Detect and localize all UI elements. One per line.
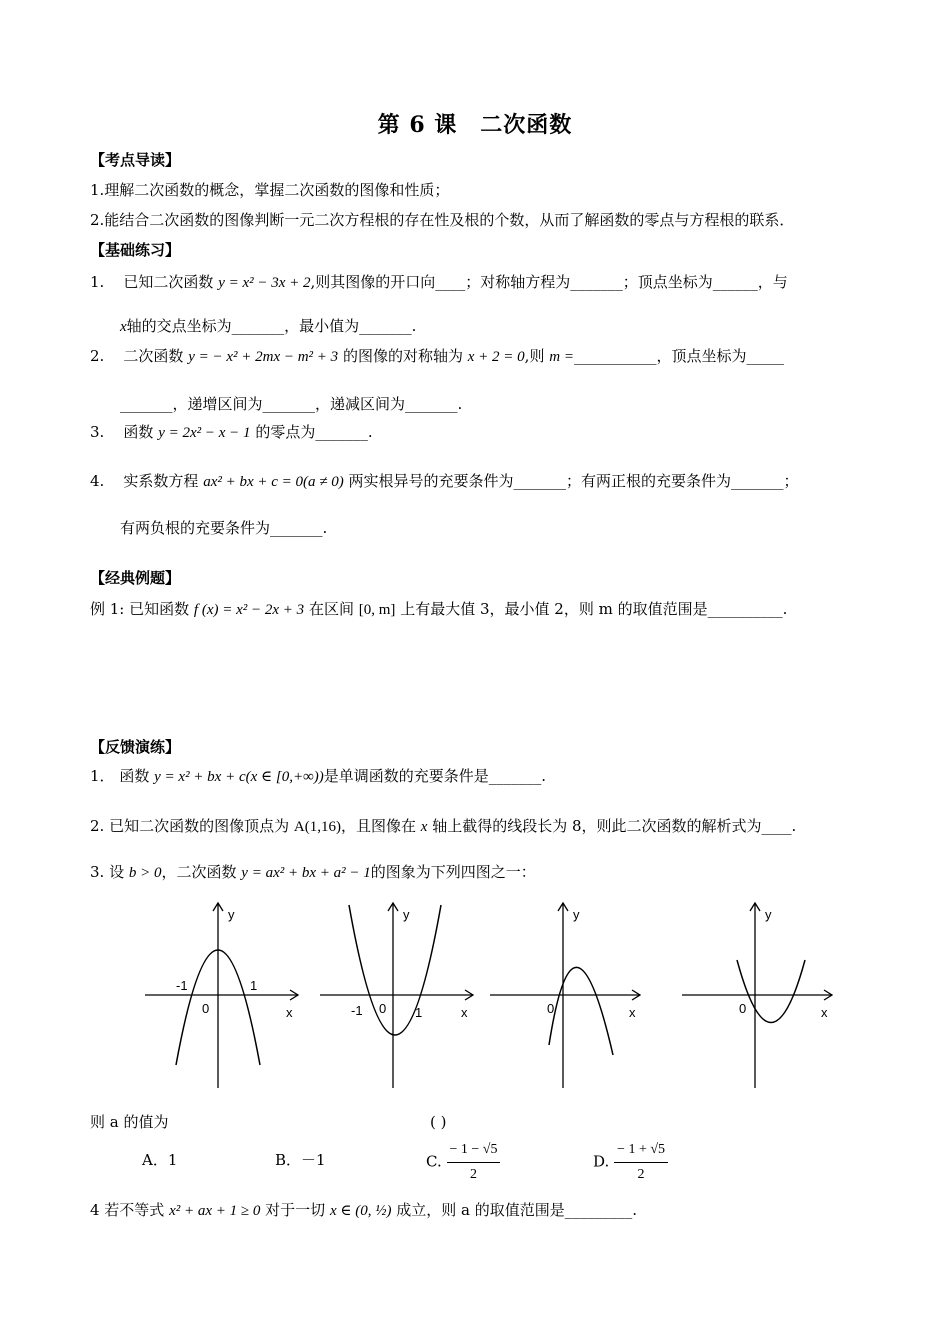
q-number: 4. [90,472,105,490]
option-b: B．－1 [275,1151,326,1169]
q-text: ,则其图像的开口向____；对称轴方程为_______；顶点坐标为______，与 [310,273,788,291]
jichu-q2 [90,344,784,369]
jichu-q2-cont: _______，递增区间为_______，递减区间为_______. [120,395,463,413]
parabola-curve [349,905,441,1035]
math-condition: b > 0 [128,865,162,881]
jichu-q4-cont: 有两负根的充要条件为_______. [120,519,328,537]
q-text: ，且图像在 [340,817,416,835]
math-function: y = ax² + bx + a² − 1 [241,865,371,881]
math-equation: x + 2 = 0 [467,349,525,365]
q-text: 轴上截得的线段长为 8，则此二次函数的解析式为____. [432,817,797,835]
math-function: f (x) = x² − 2x + 3 [193,602,305,618]
graph-3 [485,895,655,1095]
q-number: 1． [90,767,115,785]
q-text: 的图象为下列四图之一： [370,863,536,881]
q-number: 1. [90,273,105,291]
option-fraction [447,1138,501,1187]
q-text: ，二次函数 [161,863,237,881]
q-text: 的零点为_______. [255,423,373,441]
example-1 [90,597,787,622]
fankui-q3 [90,860,536,885]
q-text: 两实根异号的充要条件为_______；有两正根的充要条件为_______； [348,472,799,490]
fraction-numerator: − 1 + √5 [614,1138,668,1163]
math-function: y = x² + bx + c(x ∈ [0,+∞)) [154,769,324,785]
tick-label-neg-one: -1 [351,1003,363,1018]
option-fraction [614,1138,668,1187]
q-text: 例 1: 已知函数 [90,600,190,618]
q-text: 对于一切 [265,1201,326,1219]
q-number: 2. [90,347,105,365]
axis-label-x: x [461,1005,468,1020]
q-text: 已知二次函数 [123,273,214,291]
answer-paren: ( ) [430,1113,447,1131]
math-range: x ∈ (0, ½) [329,1203,392,1219]
origin-label: 0 [202,1001,210,1016]
graph-1 [140,895,310,1095]
section-header-jingdian: 【经典例题】 [90,569,181,587]
graph-4 [677,895,847,1095]
fraction-denominator: 2 [637,1167,645,1182]
option-a: A．1 [142,1151,178,1169]
math-function: y = x² − 3x + 2 [218,275,311,291]
tick-label-neg-one: -1 [176,978,188,993]
axis-label-x: x [821,1005,828,1020]
q-text: 函数 [123,423,154,441]
option-label: D. [593,1152,610,1171]
parabola-curve [549,967,613,1055]
math-function: y = − x² + 2mx − m² + 3 [188,349,339,365]
tick-label-one: 1 [250,978,258,993]
jichu-q4 [90,469,799,494]
axis-label-x: x [629,1005,636,1020]
option-label: C. [426,1152,442,1171]
origin-label: 0 [739,1001,747,1016]
axis-label-y: y [573,907,580,922]
q-text: 2. 已知二次函数的图像顶点为 [90,817,290,835]
section-header-fankui: 【反馈演练】 [90,738,181,756]
q-text: 轴的交点坐标为_______，最小值为_______. [126,317,417,335]
q-text: 二次函数 [123,347,184,365]
axis-label-x: x [286,1005,293,1020]
fraction-denominator: 2 [469,1167,477,1182]
q-number: 3. [90,423,105,441]
axis-label-y: y [765,907,772,922]
fankui-q1 [90,764,546,789]
q-text: 成立，则 a 的取值范围是_________. [396,1201,638,1219]
parabola-curve [737,960,805,1023]
fankui-q3-answer: 则 a 的值为 [90,1113,169,1131]
q-text: ___________，顶点坐标为_____ [573,347,784,365]
origin-label: 0 [379,1001,387,1016]
jichu-q1-cont [120,314,416,339]
section-header-kaodian: 【考点导读】 [90,151,181,169]
graph-2 [315,895,485,1095]
kaodian-item-1: 1.理解二次函数的概念，掌握二次函数的图像和性质； [90,181,450,199]
math-var: x [420,819,428,835]
kaodian-item-2: 2.能结合二次函数的图像判断一元二次方程根的存在性及根的个数，从而了解函数的零点与方程根的联系． [90,211,795,229]
math-equation: ax² + bx + c = 0(a ≠ 0) [203,474,344,490]
math-var: x [120,319,127,335]
q-text: 是单调函数的充要条件是_______. [323,767,547,785]
math-point: A(1,16) [293,819,341,835]
jichu-q1 [90,270,788,295]
q-text: 实系数方程 [123,472,199,490]
option-d [593,1138,668,1187]
axis-label-y: y [228,907,235,922]
q-text: 函数 [119,767,150,785]
fankui-q2 [90,814,796,839]
math-interval: [0, m] [358,602,396,618]
fraction-numerator: − 1 − √5 [447,1138,501,1163]
q-text: 的图像的对称轴为 [342,347,463,365]
q-text: 4 若不等式 [90,1201,165,1219]
math-inequality: x² + ax + 1 ≥ 0 [169,1203,261,1219]
fankui-q4 [90,1198,637,1223]
tick-label-one: 1 [415,1005,423,1020]
math-var: m = [549,349,574,365]
origin-label: 0 [547,1001,555,1016]
q-text: 上有最大值 3，最小值 2，则 m 的取值范围是__________. [400,600,788,618]
math-function: y = 2x² − x − 1 [158,425,251,441]
option-c [426,1138,500,1187]
q-text: ,则 [524,347,545,365]
axis-label-y: y [403,907,410,922]
section-header-jichu: 【基础练习】 [90,241,181,259]
jichu-q3 [90,420,373,445]
page-title: 第 6 课 二次函数 [377,112,573,138]
q-text: 在区间 [308,600,354,618]
q-text: 3. 设 [90,863,125,881]
